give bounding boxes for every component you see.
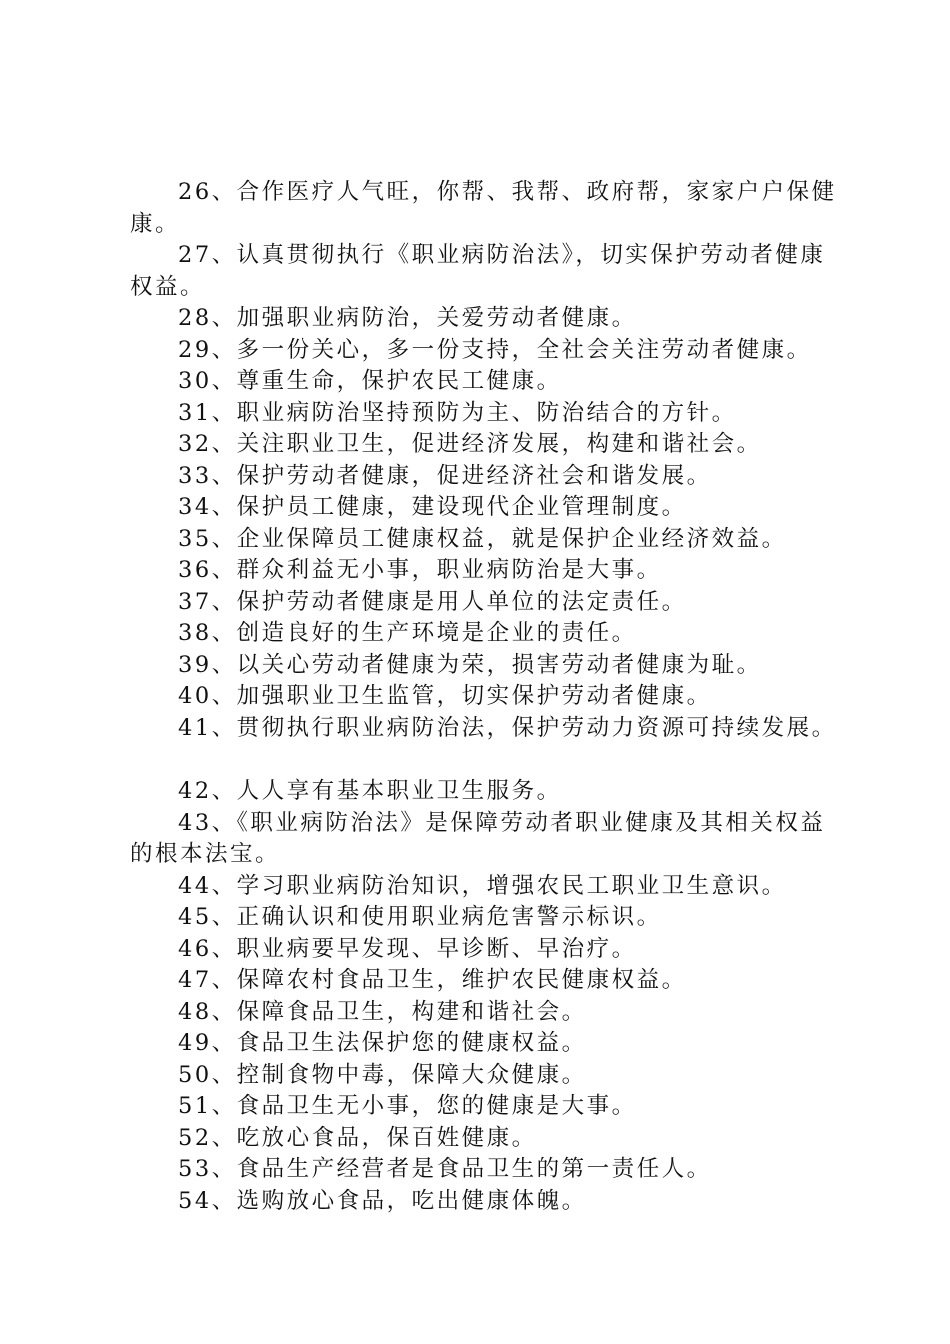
slogan-35: 35、企业保障员工健康权益，就是保护企业经济效益。	[178, 525, 787, 552]
slogan-47: 47、保障农村食品卫生，维护农民健康权益。	[178, 967, 687, 993]
slogan-50: 50、控制食物中毒，保障大众健康。	[178, 1061, 587, 1088]
paragraph-gap	[130, 744, 850, 776]
slogan-32: 32、关注职业卫生，促进经济发展，构建和谐社会。	[178, 431, 762, 457]
slogan-40: 40、加强职业卫生监管，切实保护劳动者健康。	[178, 683, 712, 709]
slogan-31: 31、职业病防治坚持预防为主、防治结合的方针。	[178, 399, 737, 426]
slogan-28: 28、加强职业病防治，关爱劳动者健康。	[178, 305, 637, 331]
slogan-38: 38、创造良好的生产环境是企业的责任。	[178, 620, 637, 646]
slogan-34: 34、保护员工健康，建设现代企业管理制度。	[178, 494, 687, 520]
slogan-44: 44、学习职业病防治知识，增强农民工职业卫生意识。	[178, 872, 787, 899]
slogan-46: 46、职业病要早发现、早诊断、早治疗。	[178, 935, 637, 962]
slogan-30: 30、尊重生命，保护农民工健康。	[178, 368, 562, 394]
slogan-51: 51、食品卫生无小事，您的健康是大事。	[178, 1093, 637, 1119]
slogan-36: 36、群众利益无小事，职业病防治是大事。	[178, 557, 662, 583]
slogan-54: 54、选购放心食品，吃出健康体魄。	[178, 1187, 587, 1214]
slogan-33: 33、保护劳动者健康，促进经济社会和谐发展。	[178, 462, 712, 489]
document-page	[130, 177, 850, 1217]
slogan-48: 48、保障食品卫生，构建和谐社会。	[178, 998, 587, 1025]
slogan-49: 49、食品卫生法保护您的健康权益。	[178, 1030, 587, 1056]
slogan-41: 41、贯彻执行职业病防治法，保护劳动力资源可持续发展。	[178, 714, 837, 741]
slogan-39: 39、以关心劳动者健康为荣，损害劳动者健康为耻。	[178, 651, 762, 678]
slogan-43: 43、《职业病防治法》是保障劳动者职业健康及其相关权益的根本法宝。	[130, 809, 826, 867]
slogan-52: 52、吃放心食品，保百姓健康。	[178, 1124, 537, 1151]
slogan-53: 53、食品生产经营者是食品卫生的第一责任人。	[178, 1156, 712, 1182]
slogan-42: 42、人人享有基本职业卫生服务。	[178, 778, 562, 804]
slogan-37: 37、保护劳动者健康是用人单位的法定责任。	[178, 588, 687, 615]
slogan-29: 29、多一份关心，多一份支持，全社会关注劳动者健康。	[178, 336, 812, 363]
slogan-26: 26、合作医疗人气旺，你帮、我帮、政府帮，家家户户保健康。	[130, 179, 837, 237]
slogan-45: 45、正确认识和使用职业病危害警示标识。	[178, 904, 662, 930]
slogan-27: 27、认真贯彻执行《职业病防治法》，切实保护劳动者健康权益。	[130, 242, 826, 300]
